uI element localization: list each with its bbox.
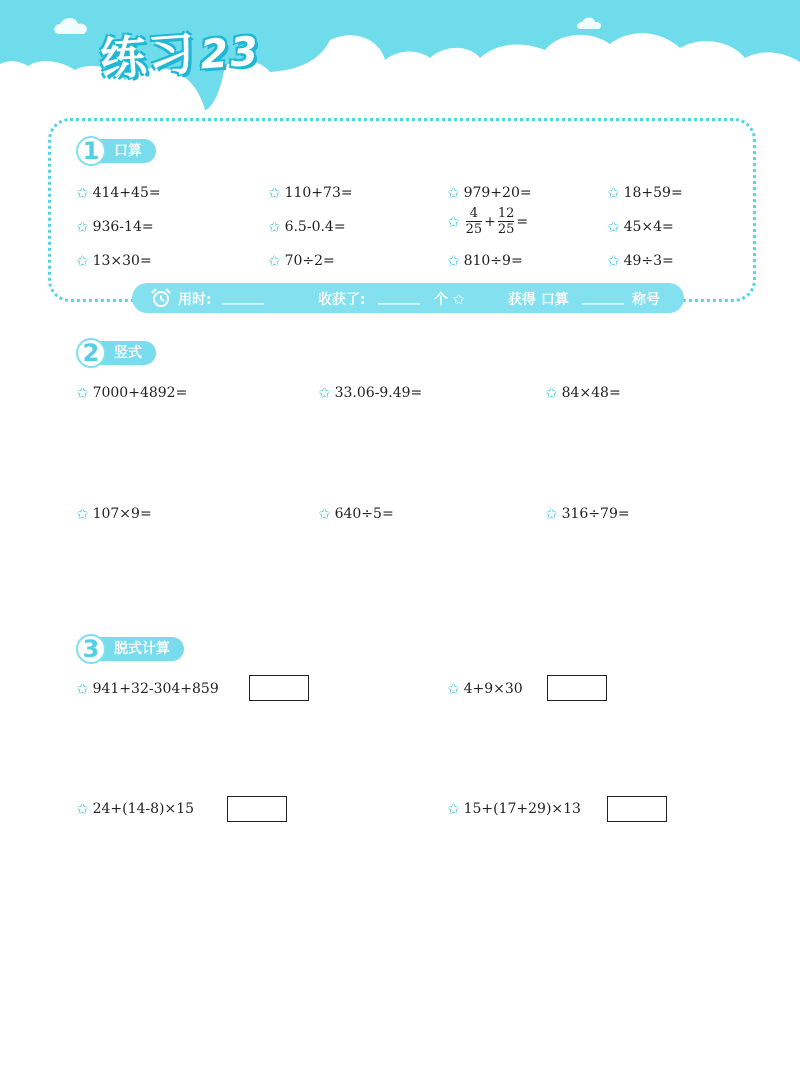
exercise-number: 23 — [198, 28, 262, 79]
oral-question: ✩ 49÷3= — [607, 252, 674, 270]
award-suffix: 称号 — [632, 292, 660, 308]
award-label: 获得 口算 — [508, 292, 569, 308]
harvest-label: 收获了: — [318, 292, 366, 308]
oral-question: ✩ 13×30= — [76, 252, 152, 270]
star-icon: ✩ — [447, 184, 460, 202]
star-icon: ✩ — [545, 505, 558, 523]
vertical-calc-question: ✩ 84×48= — [545, 384, 621, 402]
title-text: 练习 — [98, 25, 199, 87]
section-2-header — [76, 340, 156, 366]
star-icon: ✩ — [76, 800, 89, 818]
star-icon: ✩ — [268, 252, 281, 270]
section-2-label: 竖式 — [96, 341, 156, 365]
status-bar — [132, 283, 684, 313]
answer-box[interactable] — [249, 675, 309, 701]
vertical-calc-question: ✩ 33.06-9.49= — [318, 384, 423, 402]
star-icon: ✩ — [318, 505, 331, 523]
section-1-header — [76, 138, 156, 164]
oral-question: ✩ 810÷9= — [447, 252, 523, 270]
oral-question: ✩ 45×4= — [607, 218, 674, 236]
star-icon: ✩ — [318, 384, 331, 402]
stepwise-calc-question: ✩ 15+(17+29)×13 — [447, 800, 581, 818]
oral-question: ✩ 18+59= — [607, 184, 683, 202]
fraction: $\frac{4}{25}$ — [465, 206, 483, 237]
oral-question: ✩ 979+20= — [447, 184, 532, 202]
section-3-header — [76, 636, 184, 662]
star-icon: ✩ — [607, 184, 620, 202]
section-3-label: 脱式计算 — [96, 637, 184, 661]
time-label: 用时: — [178, 292, 212, 308]
star-icon: ✩ — [76, 384, 89, 402]
section-3-number: 3 — [76, 634, 106, 664]
oral-question: ✩ 6.5-0.4= — [268, 218, 346, 236]
section-1-number: 1 — [76, 136, 106, 166]
star-icon: ✩ — [76, 218, 89, 236]
harvest-unit: 个 ✩ — [434, 292, 465, 308]
stepwise-calc-question: ✩ 4+9×30 — [447, 680, 523, 698]
fraction: $\frac{12}{25}$ — [497, 206, 515, 237]
star-icon: ✩ — [268, 218, 281, 236]
fraction-question — [447, 206, 528, 237]
vertical-calc-question: ✩ 7000+4892= — [76, 384, 188, 402]
answer-box[interactable] — [227, 796, 287, 822]
oral-question: ✩ 70÷2= — [268, 252, 335, 270]
answer-box[interactable] — [607, 796, 667, 822]
section-2-number: 2 — [76, 338, 106, 368]
time-blank[interactable]: ______ — [222, 289, 264, 305]
award-blank[interactable]: ______ — [582, 289, 624, 305]
star-icon: ✩ — [76, 505, 89, 523]
star-icon: ✩ — [268, 184, 281, 202]
vertical-calc-question: ✩ 316÷79= — [545, 505, 630, 523]
page-title — [98, 13, 262, 90]
star-icon: ✩ — [545, 384, 558, 402]
star-icon: ✩ — [447, 252, 460, 270]
stepwise-calc-question: ✩ 941+32-304+859 — [76, 680, 219, 698]
star-icon: ✩ — [76, 680, 89, 698]
equals-sign: = — [516, 213, 529, 230]
star-icon: ✩ — [607, 218, 620, 236]
plus-sign: + — [484, 213, 496, 230]
vertical-calc-question: ✩ 640÷5= — [318, 505, 394, 523]
star-icon: ✩ — [607, 252, 620, 270]
answer-box[interactable] — [547, 675, 607, 701]
alarm-clock-icon — [150, 288, 172, 308]
section-1-label: 口算 — [96, 139, 156, 163]
star-icon: ✩ — [76, 184, 89, 202]
star-icon: ✩ — [447, 800, 460, 818]
star-icon: ✩ — [447, 680, 460, 698]
star-icon: ✩ — [76, 252, 89, 270]
oral-question: ✩ 110+73= — [268, 184, 353, 202]
harvest-blank[interactable]: ______ — [378, 289, 420, 305]
oral-question: ✩ 936-14= — [76, 218, 154, 236]
stepwise-calc-question: ✩ 24+(14-8)×15 — [76, 800, 195, 818]
oral-question: ✩ 414+45= — [76, 184, 161, 202]
star-icon: ✩ — [447, 212, 460, 231]
vertical-calc-question: ✩ 107×9= — [76, 505, 152, 523]
